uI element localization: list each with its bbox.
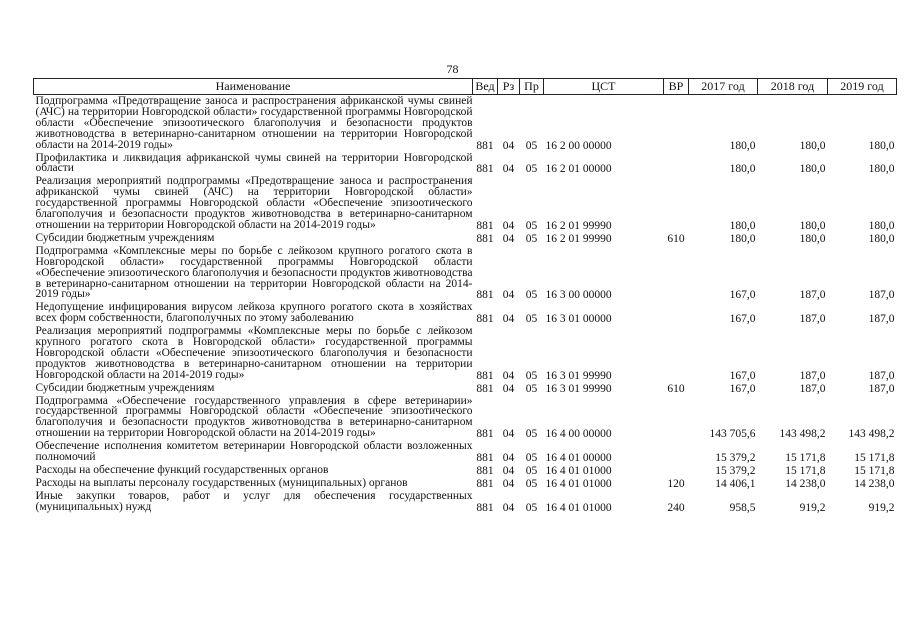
row-cst: 16 4 01 00000 — [545, 452, 612, 464]
col-header-rz: Рз — [498, 79, 520, 95]
table-row — [34, 301, 897, 325]
row-name: Расходы на обеспечение функций государственных органов — [35, 464, 329, 476]
row-rz: 04 — [502, 139, 515, 152]
row-vr — [664, 395, 689, 441]
table-header-row — [34, 79, 897, 95]
row-pr: 05 — [525, 382, 538, 395]
row-ved: 881 — [476, 369, 494, 382]
row-rz: 04 — [502, 501, 515, 514]
row-2018: 15 171,8 — [785, 452, 826, 464]
col-header-name: Наименование — [34, 79, 473, 95]
row-2017: 15 379,2 — [715, 452, 756, 464]
col-header-2018: 2018 год — [758, 79, 828, 95]
row-name: Подпрограмма «Комплексные меры по борьбе с лейкозом крупного рогатого скота в Новгородской области» государственной программы Новгородской области «Обеспечение эпизоотического благополучия и безопасности продуктов животноводства в ветеринарно-санитарном отношении на территории Новгородской области на 2014-2019 годы» — [35, 244, 473, 301]
row-ved: 881 — [476, 382, 494, 395]
row-2018: 180,0 — [799, 219, 826, 232]
row-2019: 143 498,2 — [848, 428, 895, 441]
col-header-ved: Вед — [473, 79, 498, 95]
row-name: Субсидии бюджетным учреждениям — [35, 381, 215, 394]
row-pr: 05 — [525, 452, 538, 464]
page-number: 78 — [446, 62, 459, 76]
row-cst: 16 3 01 99990 — [545, 369, 612, 382]
row-pr: 05 — [525, 464, 538, 477]
row-ved: 881 — [476, 289, 494, 302]
row-vr: 120 — [667, 477, 685, 490]
row-ved: 881 — [476, 163, 494, 176]
table-row — [34, 245, 897, 302]
row-name: Подпрограмма «Обеспечение государственного управления в сфере ветеринарии» государственной программы Новгородской области «Обеспечение эпизоотического благополучия и безопасности продуктов животноводства в ветеринарно-санитарном отношении на территории Новгородской области на 2014-2019 годы» — [35, 394, 473, 440]
table-row — [34, 232, 897, 245]
row-vr: 610 — [667, 382, 685, 395]
row-cst: 16 2 01 99990 — [545, 219, 612, 232]
row-name: Субсидии бюджетным учреждениям — [35, 231, 215, 244]
table-row — [34, 152, 897, 176]
row-name: Профилактика и ликвидация африканской чумы свиней на территории Новгородской области — [35, 151, 473, 175]
row-pr: 05 — [525, 232, 538, 245]
row-2017: 180,0 — [729, 219, 756, 232]
row-name: Реализация мероприятий подпрограммы «Предотвращение заноса и распространения африканской чумы свиней (АЧС) на территории Новгородской области» государственной программы Новгородской области «Обеспечение эпизоотического благополучия и безопасности продуктов животноводства в ветеринарно-санитарном отношении на территории Новгородской области на 2014-2019 годы» — [35, 175, 473, 231]
row-2019: 180,0 — [868, 163, 895, 176]
row-2017: 180,0 — [729, 163, 756, 176]
row-2018: 187,0 — [799, 369, 826, 382]
table-row — [34, 325, 897, 382]
row-2017: 15 379,2 — [715, 464, 756, 477]
row-ved: 881 — [476, 452, 494, 464]
row-ved: 881 — [476, 219, 494, 232]
row-name: Реализация мероприятий подпрограммы «Комплексные меры по борьбе с лейкозом крупного рогатого скота в Новгородской области» государственной программы Новгородской области «Обеспечение эпизоотического благополучия и безопасности продуктов животноводства в ветеринарно-санитарном отношении на территории Новгородской области на 2014-2019 годы» — [35, 325, 473, 381]
row-cst: 16 3 01 99990 — [545, 382, 612, 395]
row-2019: 919,2 — [868, 501, 895, 514]
row-ved: 881 — [476, 477, 494, 490]
row-cst: 16 3 01 00000 — [545, 313, 612, 326]
row-rz: 04 — [502, 313, 515, 326]
row-name: Обеспечение исполнения комитетом ветеринарии Новгородской области возложенных полномочий — [35, 440, 473, 464]
row-2017: 180,0 — [729, 139, 756, 152]
row-2018: 919,2 — [799, 501, 826, 514]
row-2017: 167,0 — [729, 369, 756, 382]
row-pr: 05 — [525, 428, 538, 441]
col-header-2019: 2019 год — [828, 79, 897, 95]
row-name: Расходы на выплаты персоналу государственных (муниципальных) органов — [35, 476, 408, 489]
row-rz: 04 — [502, 232, 515, 245]
row-ved: 881 — [476, 139, 494, 152]
row-vr — [664, 301, 689, 325]
row-pr: 05 — [525, 219, 538, 232]
row-2019: 15 171,8 — [854, 452, 895, 464]
row-pr: 05 — [525, 369, 538, 382]
row-2019: 180,0 — [868, 232, 895, 245]
row-2017: 167,0 — [729, 313, 756, 326]
row-ved: 881 — [476, 232, 494, 245]
row-2019: 187,0 — [868, 289, 895, 302]
row-2017: 14 406,1 — [715, 477, 756, 490]
row-rz: 04 — [502, 464, 515, 477]
col-header-cst: ЦСТ — [544, 79, 664, 95]
row-2018: 187,0 — [799, 382, 826, 395]
row-pr: 05 — [525, 289, 538, 302]
row-ved: 881 — [476, 501, 494, 514]
row-rz: 04 — [502, 163, 515, 176]
row-2017: 958,5 — [729, 501, 756, 514]
row-cst: 16 2 00 00000 — [545, 139, 612, 152]
row-rz: 04 — [502, 382, 515, 395]
row-rz: 04 — [502, 369, 515, 382]
row-rz: 04 — [502, 452, 515, 464]
row-cst: 16 4 00 00000 — [545, 428, 612, 441]
table-row — [34, 395, 897, 441]
table-row — [34, 382, 897, 395]
row-2019: 187,0 — [868, 369, 895, 382]
col-header-vr: ВР — [664, 79, 689, 95]
row-2019: 14 238,0 — [854, 477, 895, 490]
row-rz: 04 — [502, 477, 515, 490]
row-rz: 04 — [502, 289, 515, 302]
row-2019: 187,0 — [868, 382, 895, 395]
row-cst: 16 4 01 01000 — [545, 477, 612, 490]
row-2018: 187,0 — [799, 289, 826, 302]
row-ved: 881 — [476, 464, 494, 477]
row-2018: 187,0 — [799, 313, 826, 326]
row-vr — [664, 245, 689, 302]
row-2017: 167,0 — [729, 289, 756, 302]
row-2017: 180,0 — [729, 232, 756, 245]
row-2018: 143 498,2 — [779, 428, 826, 441]
row-cst: 16 4 01 01000 — [545, 501, 612, 514]
row-2018: 180,0 — [799, 232, 826, 245]
row-cst: 16 4 01 01000 — [545, 464, 612, 477]
row-vr: 610 — [667, 232, 685, 245]
row-cst: 16 2 01 99990 — [545, 232, 612, 245]
row-2018: 15 171,8 — [785, 464, 826, 477]
row-ved: 881 — [476, 313, 494, 326]
row-vr — [664, 175, 689, 232]
row-rz: 04 — [502, 428, 515, 441]
row-vr — [664, 95, 689, 152]
row-2019: 187,0 — [868, 313, 895, 326]
row-2019: 15 171,8 — [854, 464, 895, 477]
table-row — [34, 440, 897, 464]
row-name: Недопущение инфицирования вирусом лейкоза крупного рогатого скота в хозяйствах всех форм собственности, благополучных по этому заболеванию — [35, 301, 473, 325]
budget-table — [33, 78, 897, 514]
row-vr — [664, 440, 689, 464]
row-cst: 16 3 00 00000 — [545, 289, 612, 302]
row-2017: 143 705,6 — [709, 428, 756, 441]
row-vr — [664, 464, 689, 477]
row-pr: 05 — [525, 501, 538, 514]
row-2018: 14 238,0 — [785, 477, 826, 490]
row-cst: 16 2 01 00000 — [545, 163, 612, 176]
row-pr: 05 — [525, 163, 538, 176]
row-2017: 167,0 — [729, 382, 756, 395]
row-pr: 05 — [525, 313, 538, 326]
row-vr — [664, 152, 689, 176]
table-row — [34, 477, 897, 490]
col-header-pr: Пр — [520, 79, 544, 95]
table-row — [34, 95, 897, 152]
row-vr — [664, 325, 689, 382]
table-row — [34, 175, 897, 232]
row-2018: 180,0 — [799, 163, 826, 176]
row-rz: 04 — [502, 219, 515, 232]
table-row — [34, 490, 897, 514]
row-pr: 05 — [525, 139, 538, 152]
row-2019: 180,0 — [868, 139, 895, 152]
row-name: Подпрограмма «Предотвращение заноса и распространения африканской чумы свиней (АЧС) на территории Новгородской области» государственной программы Новгородской области «Обеспечение эпизоотического благополучия и безопасности продуктов животноводства в ветеринарно-санитарном отношении на территории Новгородской области на 2014-2019 годы» — [35, 95, 473, 151]
row-2019: 180,0 — [868, 219, 895, 232]
row-vr: 240 — [667, 501, 685, 514]
col-header-2017: 2017 год — [689, 79, 758, 95]
row-2018: 180,0 — [799, 139, 826, 152]
row-ved: 881 — [476, 428, 494, 441]
row-name: Иные закупки товаров, работ и услуг для обеспечения государственных (муниципальных) нужд — [35, 489, 473, 513]
table-body — [34, 95, 897, 514]
table-row — [34, 464, 897, 477]
row-pr: 05 — [525, 477, 538, 490]
